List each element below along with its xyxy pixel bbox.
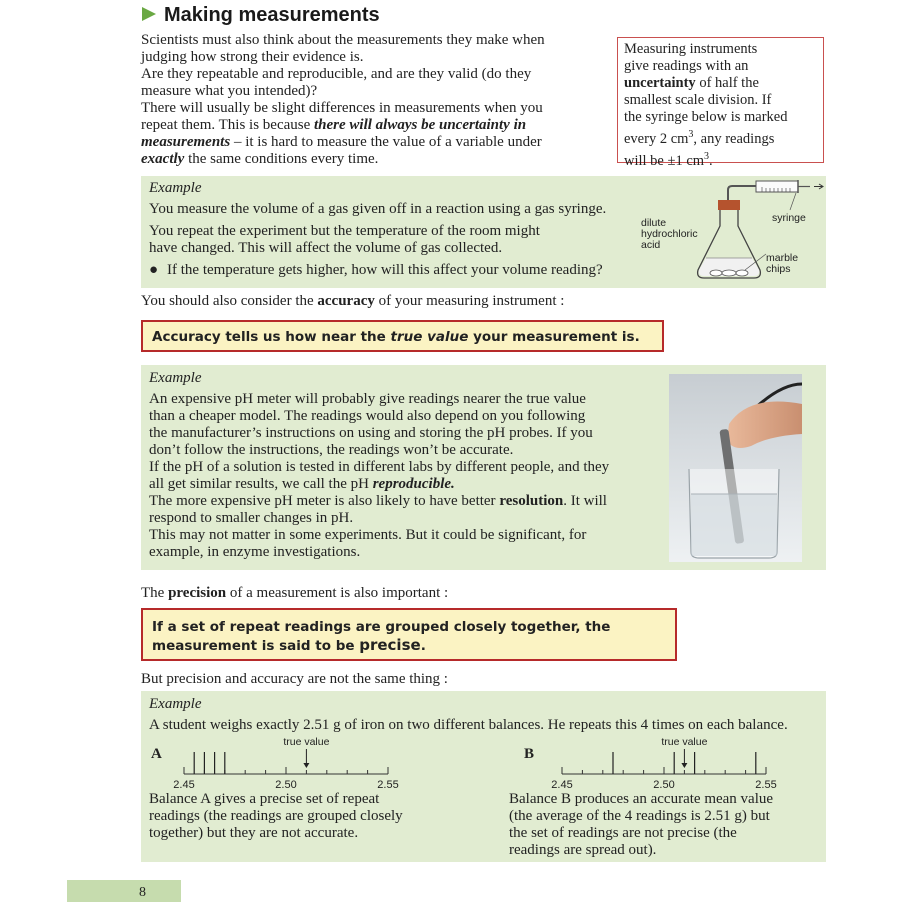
arrow-down-icon	[681, 763, 687, 768]
syringe-label: syringe	[772, 212, 806, 224]
precision-intro: The precision of a measurement is also important :	[141, 585, 449, 601]
uncertainty-note-box: Measuring instruments give readings with an uncertainty of half the smallest scale division. If the syringe below is marked every 2 $cm^3$, any readings will be ±1 $cm^3$.	[617, 37, 824, 163]
scale-tick-label: 2.50	[653, 779, 675, 790]
page-title: Making measurements	[142, 4, 380, 27]
scale-tick-label: 2.45	[173, 779, 195, 790]
contrast-text: But precision and accuracy are not the same thing :	[141, 671, 448, 687]
balance-b-scale	[548, 734, 778, 790]
page-number: 8	[139, 885, 146, 900]
accuracy-intro: You should also consider the accuracy of your measuring instrument :	[141, 293, 565, 309]
scale-tick-label: 2.55	[377, 779, 399, 790]
accuracy-definition-box: Accuracy tells us how near the true value your measurement is.	[141, 320, 664, 352]
arrow-down-icon	[303, 763, 309, 768]
true-value-label: true value	[283, 736, 330, 748]
scale-tick-label: 2.55	[755, 779, 777, 790]
footer-bar	[67, 880, 181, 902]
acid-label: dilute hydrochloric acid	[641, 217, 698, 251]
triangle-bullet-icon	[142, 7, 156, 21]
intro-paragraph: Scientists must also think about the measurements they make when judging how strong their evidence is. Are they repeatable and reproducible, and are they valid (do they measure what you intended)? There will usually be slight differences in measurements when you repeat them. This is because there will always be uncertainty in measurements – it is hard to measure the value of a variable under exactly the same conditions every time.	[141, 32, 545, 167]
balance-a-scale	[170, 734, 400, 790]
ph-meter-photo	[669, 374, 802, 562]
balance-b-letter: B	[524, 746, 535, 762]
bullet-icon: ●	[149, 262, 159, 278]
example3-intro: Example A student weighs exactly 2.51 g of iron on two different balances. He repeats this 4 times on each balance.	[149, 696, 788, 733]
precision-definition-box: If a set of repeat readings are grouped closely together, the measurement is said to be precise.	[141, 608, 677, 661]
marble-chip-icon	[710, 270, 722, 276]
scale-tick-label: 2.45	[551, 779, 573, 790]
balance-a-description: Balance A gives a precise set of repeat readings (the readings are grouped closely together) but they are not accurate.	[149, 791, 403, 841]
true-value-label: true value	[661, 736, 708, 748]
marble-chips-label: marble chips	[766, 252, 799, 275]
balance-b-description: Balance B produces an accurate mean value (the average of the 4 readings is 2.51 g) but the set of readings are not precise (the readings are spread out).	[509, 791, 774, 858]
arrow-right-icon	[814, 184, 823, 189]
scale-tick-label: 2.50	[275, 779, 297, 790]
example1-text: Example You measure the volume of a gas given off in a reaction using a gas syringe. You repeat the experiment but the temperature of the room might have changed. This will affect the volume of gas collected. ● If the temperature gets higher, how will this affect your volume reading?	[149, 180, 607, 278]
bung-icon	[718, 200, 740, 210]
example2-text: Example An expensive pH meter will probably give readings nearer the true value than a cheaper model. The readings would also depend on you following the manufacturer’s instructions on using and storing the pH probes. If you don’t follow the instructions, the readings won’t be accurate. If the pH of a solution is tested in different labs by different people, and they all get similar results, we call the pH reproducible. The more expensive pH meter is also likely to have better resolution. It will respond to smaller changes in pH. This may not matter in some experiments. But it could be significant, for example, in enzyme investigations.	[149, 370, 610, 560]
balance-a-letter: A	[151, 746, 162, 762]
